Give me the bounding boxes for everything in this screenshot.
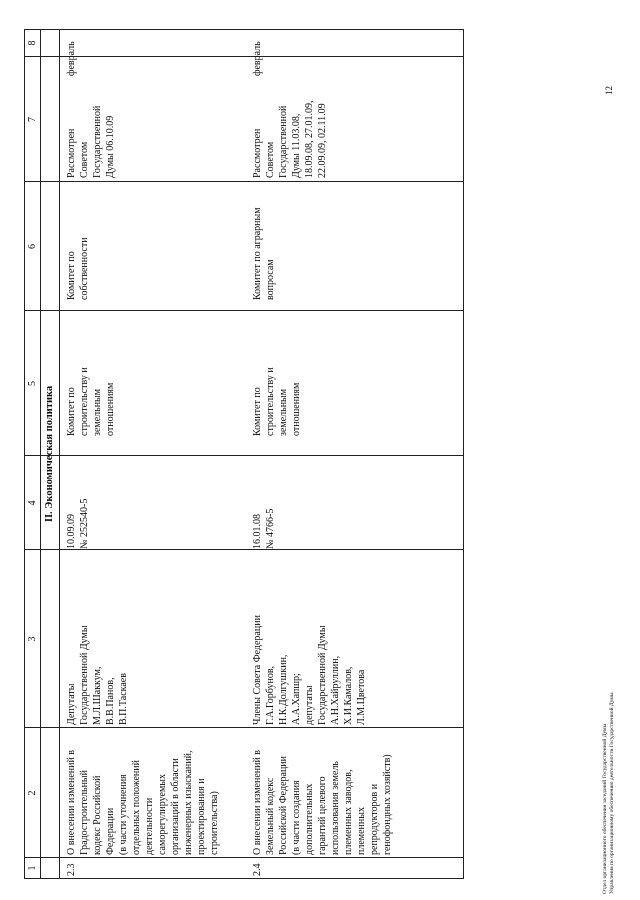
footer-line-1: Отдел организационного обеспечения заседаний Государственной Думы [602,723,608,894]
co-executor-committee: Комитет по собственности [66,237,90,300]
responsible-committee: Комитет по строительству и земельным отношениям [66,367,116,436]
bill-title: О внесении изменений в Градостроительный кодекс Российской Федерации (в части уточнения отдельных положений деятельности саморегулируемых организаций в области инженерных изысканий, проектирования и строительства) [66,749,220,855]
responsible-committee: Комитет по строительству и земельным отношениям [252,367,302,436]
row-number: 2.4 [252,863,263,876]
column-divider [25,181,463,182]
planned-month: февраль [252,41,263,76]
bill-authors: Депутаты Государственной Думы М.Л.Шаккум, В.В.Панов, В.П.Таскаев [66,625,129,725]
column-header-6: 6 [27,244,38,249]
co-executor-committee: Комитет по аграрным вопросам [252,207,276,300]
footer-line-2: Управления по организационному обеспечению деятельности Государственной Думы [609,692,615,894]
column-header-3: 3 [27,636,38,642]
registration-info: 10.09.09 № 252540-5 [66,498,90,549]
column-divider [25,549,463,550]
section-divider [59,30,60,878]
row-number: 2.3 [66,863,77,876]
column-divider [25,455,463,456]
column-divider [25,310,463,311]
bill-authors: Члены Совета Федерации Г.А.Горбунов, Н.К.Долгушкин, А.А.Хапшр; депутаты Государственной Думы А.Н.Хайруллин, Х.И.Камалов, Л.М.Цветова [252,615,367,725]
column-header-1: 1 [27,865,38,871]
registration-info: 16.01.08 № 4766-5 [252,508,276,549]
page-number: 12 [604,86,614,95]
planned-month: февраль [66,41,77,76]
column-header-8: 8 [27,40,38,46]
section-title: II. Экономическая политика [44,385,55,523]
column-header-4: 4 [27,500,38,506]
column-divider [25,727,463,728]
review-status: Рассмотрен Советом Государственной Думы 11.03.08, 18.09.08, 27.01.09, 22.09.09, 02.11.09 [252,100,328,178]
column-header-2: 2 [27,790,38,796]
column-divider [25,56,463,57]
column-divider [25,857,463,858]
column-header-7: 7 [27,117,38,122]
bill-table [24,29,464,879]
review-status: Рассмотрен Советом Государственной Думы 06.10.09 [66,105,116,178]
bill-title: О внесении изменений в Земельный кодекс Российской Федерации (в части создания дополнительных гарантий целевого использования земель племенных заводов, племенных репродукторов и генофондных хозяйств) [252,749,393,855]
column-header-5: 5 [27,381,38,386]
